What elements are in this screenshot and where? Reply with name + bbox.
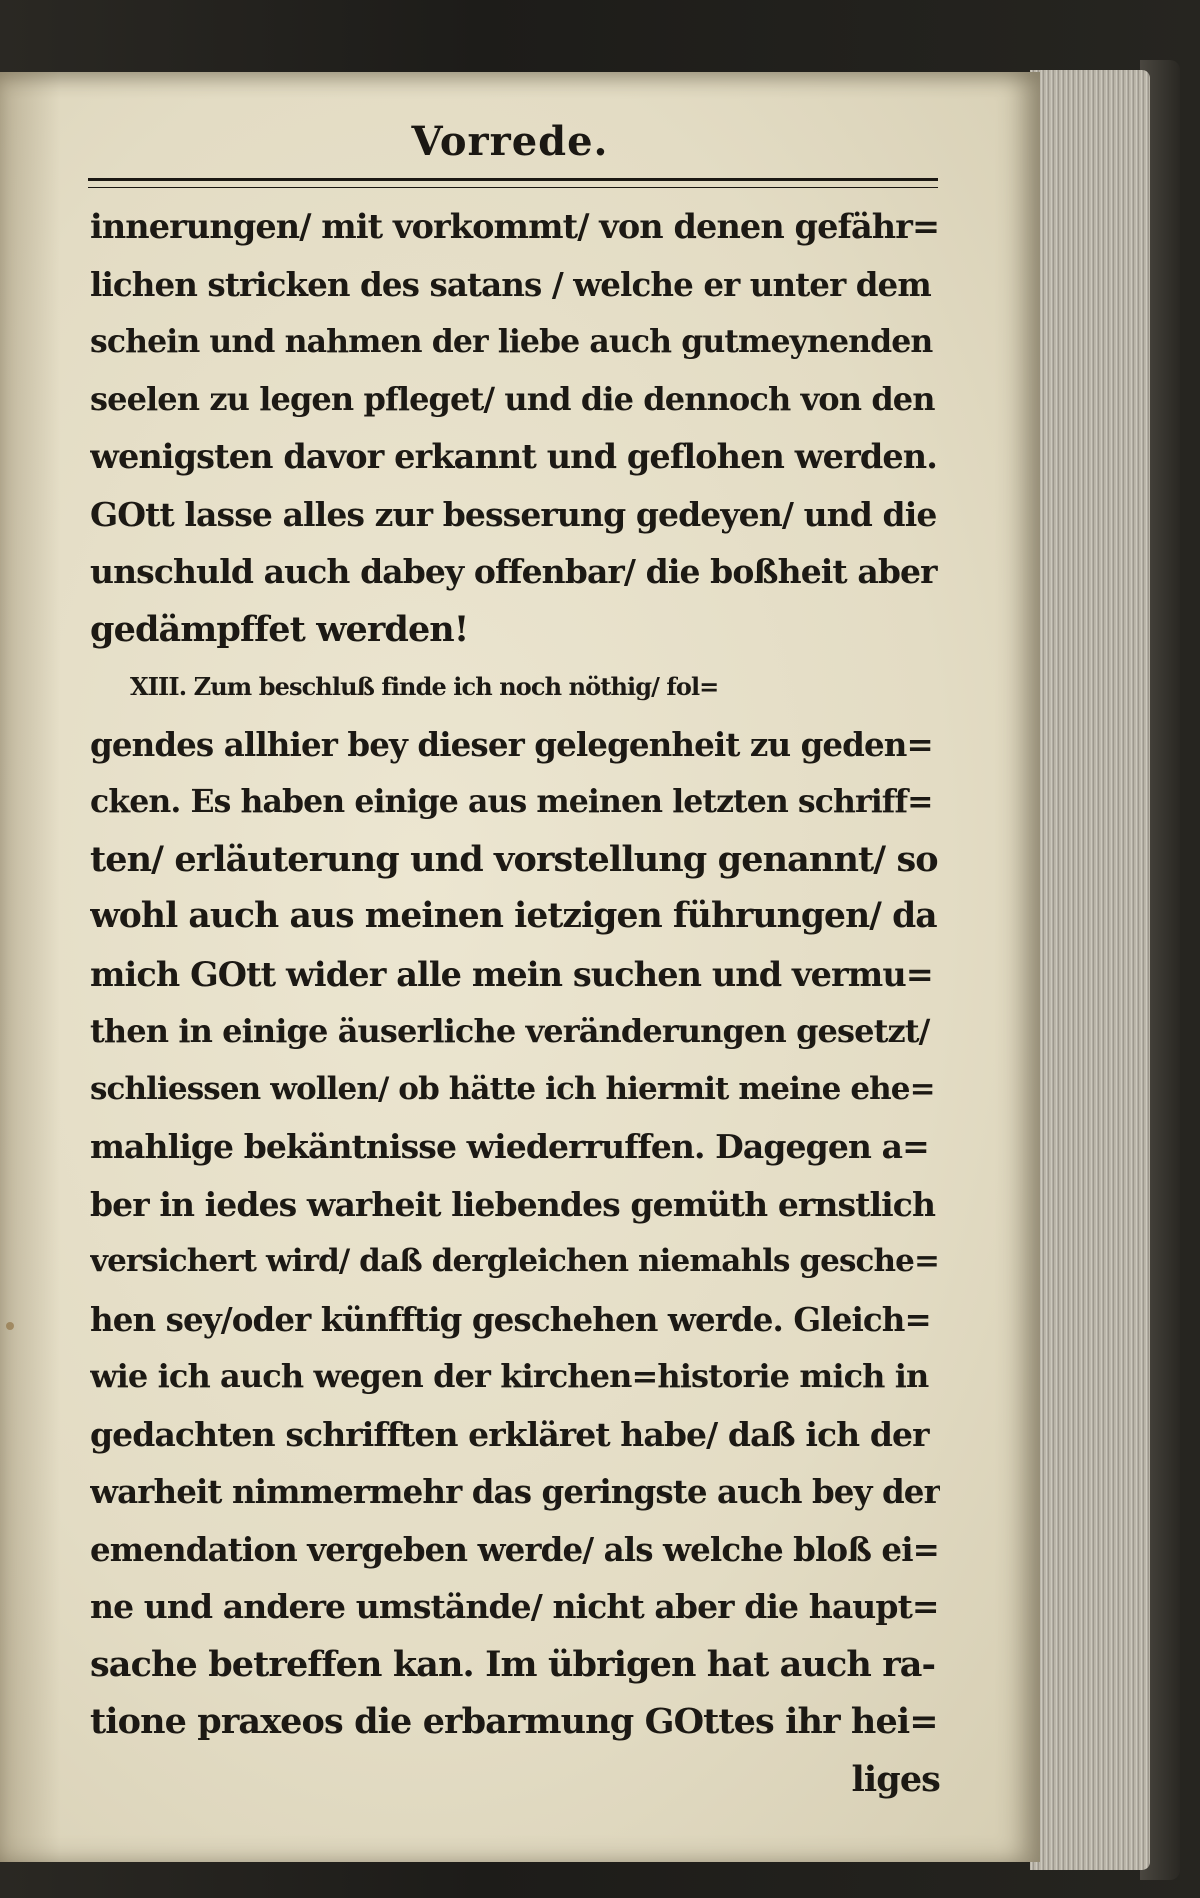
text-line: emendation vergeben werde/ als welche bloß ei= xyxy=(90,1529,939,1569)
text-line: warheit nimmermehr das geringste auch bey der xyxy=(90,1472,940,1511)
text-line: wie ich auch wegen der kirchen=historie mich in xyxy=(90,1357,929,1395)
text-line: cken. Es haben einige aus meinen letzten schriff= xyxy=(90,783,933,820)
text-line: GOtt lasse alles zur besserung gedeyen/ und die xyxy=(90,494,937,534)
text-line: gedämpffet werden! xyxy=(90,608,469,650)
text-line: gedachten schrifften erkläret habe/ daß ich der xyxy=(90,1414,929,1454)
text-line: ne und andere umstände/ nicht aber die haupt= xyxy=(90,1587,939,1626)
text-line: hen sey/oder künfftig geschehen werde. Gleich= xyxy=(90,1299,931,1339)
text-line: mich GOtt wider alle mein suchen und vermu= xyxy=(90,954,933,994)
text-line: lichen stricken des satans / welche er unter dem xyxy=(90,264,931,304)
page-edges xyxy=(1030,70,1150,1870)
text-line: seelen zu legen pfleget/ und die dennoch von den xyxy=(90,379,935,418)
text-line: sache betreffen kan. Im übrigen hat auch ra- xyxy=(90,1643,936,1685)
header-rule xyxy=(88,178,938,188)
text-line: schliessen wollen/ ob hätte ich hiermit meine ehe= xyxy=(90,1070,935,1107)
catchword: liges xyxy=(851,1758,940,1800)
text-line: ten/ erläuterung und vorstellung genannt/ so xyxy=(90,838,938,880)
text-line: ber in iedes warheit liebendes gemüth ernstlich xyxy=(90,1184,936,1224)
text-line: XIII. Zum beschluß finde ich noch nöthig/ fol= xyxy=(130,672,719,701)
page-header: Vorrede. xyxy=(411,118,609,165)
page-body xyxy=(90,198,940,1808)
text-line: wohl auch aus meinen ietzigen führungen/ da xyxy=(90,896,937,936)
text-line: schein und nahmen der liebe auch gutmeynenden xyxy=(90,323,933,360)
text-line: gendes allhier bey dieser gelegenheit zu geden= xyxy=(90,724,933,764)
paper-stain xyxy=(6,1322,14,1330)
text-line: innerungen/ mit vorkommt/ von denen gefähr= xyxy=(90,207,940,246)
text-line: tione praxeos die erbarmung GOttes ihr hei= xyxy=(90,1701,938,1742)
text-line: then in einige äuserliche veränderungen gesetzt/ xyxy=(90,1012,930,1050)
text-line: mahlige bekäntnisse wiederruffen. Dagegen a= xyxy=(90,1127,929,1166)
text-line: wenigsten davor erkannt und geflohen werden. xyxy=(90,437,937,476)
text-line: unschuld auch dabey offenbar/ die boßheit aber xyxy=(90,552,937,591)
text-line: versichert wird/ daß dergleichen niemahls gesche= xyxy=(90,1243,940,1279)
